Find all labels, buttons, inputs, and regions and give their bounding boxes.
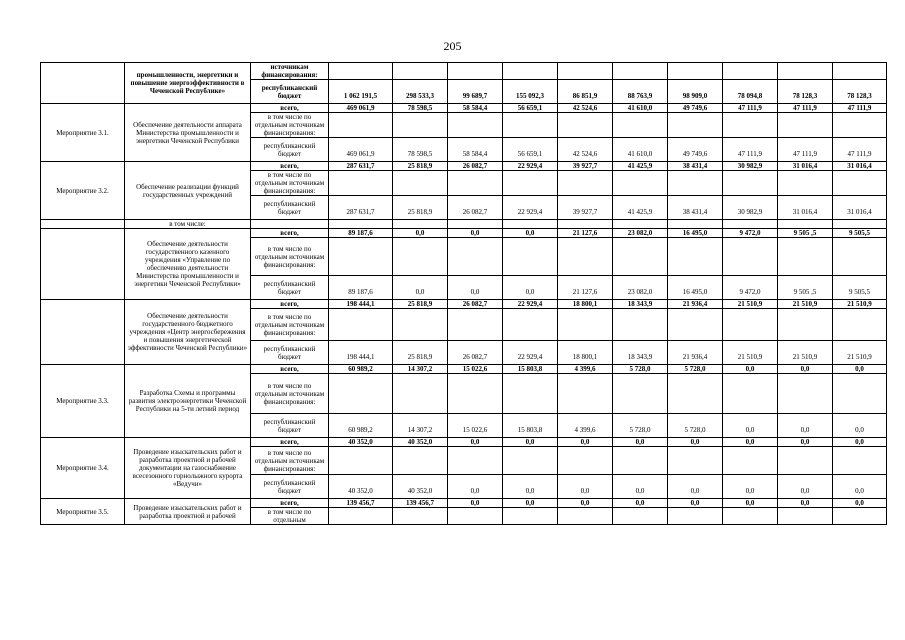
- total-value-cell: 21 936,4: [668, 300, 723, 309]
- budget-value-cell: 22 929,4: [503, 341, 558, 365]
- budget-value-cell: 0,0: [503, 475, 558, 499]
- total-value-cell: 16 495,0: [668, 229, 723, 238]
- measure-name: Обеспечение деятельности аппарата Министерства промышленности и энергетики Чеченской Республики: [125, 104, 251, 162]
- source-label: республиканский бюджет: [251, 475, 329, 499]
- measure-label: Мероприятие 3.4.: [41, 438, 125, 499]
- source-label: в том числе по отдельным: [251, 508, 329, 525]
- total-value-cell: 89 187,6: [329, 229, 393, 238]
- budget-value-cell: 287 631,7: [329, 196, 393, 220]
- source-label: источникам финансирования:: [251, 63, 329, 80]
- budget-value-cell: 26 082,7: [448, 196, 503, 220]
- total-value-cell: 22 929,4: [503, 300, 558, 309]
- total-value-cell: 139 456,7: [329, 499, 393, 508]
- budget-value-cell: 78 128,3: [833, 80, 887, 104]
- total-value-cell: 0,0: [723, 438, 778, 447]
- source-label: республиканский бюджет: [251, 196, 329, 220]
- budget-value-cell: 15 803,8: [503, 414, 558, 438]
- budget-value-cell: 41 610,0: [613, 138, 668, 162]
- measure-name: Обеспечение реализации функций государственных учреждений: [125, 162, 251, 220]
- budget-value-cell: 15 022,6: [448, 414, 503, 438]
- total-value-cell: 21 510,9: [778, 300, 833, 309]
- total-value-cell: 0,0: [393, 229, 448, 238]
- budget-value-cell: 0,0: [503, 276, 558, 300]
- budget-table: [40, 62, 887, 525]
- table-row: [41, 365, 887, 374]
- budget-value-cell: 0,0: [833, 475, 887, 499]
- budget-value-cell: 14 307,2: [393, 414, 448, 438]
- total-value-cell: 31 016,4: [778, 162, 833, 171]
- measure-name: Разработка Схемы и программы развития электроэнергетики Чеченской Республики на 5-ти летний период: [125, 365, 251, 438]
- total-value-cell: 469 061,9: [329, 104, 393, 113]
- source-label: всего,: [251, 229, 329, 238]
- total-value-cell: 0,0: [503, 229, 558, 238]
- total-value-cell: 39 927,7: [558, 162, 613, 171]
- budget-value-cell: 21 510,9: [833, 341, 887, 365]
- budget-value-cell: 78 598,5: [393, 138, 448, 162]
- budget-value-cell: 49 749,6: [668, 138, 723, 162]
- total-value-cell: 9 472,0: [723, 229, 778, 238]
- total-value-cell: 47 111,9: [778, 104, 833, 113]
- total-value-cell: 40 352,0: [329, 438, 393, 447]
- total-value-cell: 0,0: [503, 499, 558, 508]
- total-value-cell: 18 800,1: [558, 300, 613, 309]
- measure-label: Мероприятие 3.1.: [41, 104, 125, 162]
- budget-value-cell: 21 127,6: [558, 276, 613, 300]
- including-label: в том числе:: [125, 220, 251, 229]
- budget-value-cell: 469 061,9: [329, 138, 393, 162]
- measure-name: Проведение изыскательских работ и разработка проектной и рабочей документации на газоснабжение всесезонного горнолыжного курорта «Ведучи»: [125, 438, 251, 499]
- total-value-cell: 25 818,9: [393, 300, 448, 309]
- budget-value-cell: 9 472,0: [723, 276, 778, 300]
- table-row: [41, 104, 887, 113]
- total-value-cell: 31 016,4: [833, 162, 887, 171]
- total-value-cell: 0,0: [448, 438, 503, 447]
- source-label: республиканский бюджет: [251, 138, 329, 162]
- source-label: в том числе по отдельным источникам финансирования:: [251, 309, 329, 341]
- total-value-cell: 0,0: [613, 499, 668, 508]
- total-value-cell: 22 929,4: [503, 162, 558, 171]
- budget-value-cell: 18 343,9: [613, 341, 668, 365]
- total-value-cell: 5 728,0: [613, 365, 668, 374]
- budget-value-cell: 39 927,7: [558, 196, 613, 220]
- table-row: [41, 300, 887, 309]
- budget-value-cell: 0,0: [393, 276, 448, 300]
- source-label: в том числе по отдельным источникам финансирования:: [251, 171, 329, 196]
- total-value-cell: 30 982,9: [723, 162, 778, 171]
- budget-value-cell: 42 524,6: [558, 138, 613, 162]
- budget-value-cell: 1 062 191,5: [329, 80, 393, 104]
- total-value-cell: 38 431,4: [668, 162, 723, 171]
- budget-value-cell: 0,0: [778, 475, 833, 499]
- budget-value-cell: 41 425,9: [613, 196, 668, 220]
- budget-value-cell: 0,0: [668, 475, 723, 499]
- total-value-cell: 21 510,9: [833, 300, 887, 309]
- budget-value-cell: 78 094,8: [723, 80, 778, 104]
- total-value-cell: 5 728,0: [668, 365, 723, 374]
- budget-value-cell: 25 818,9: [393, 196, 448, 220]
- source-label: всего,: [251, 162, 329, 171]
- budget-value-cell: 31 016,4: [778, 196, 833, 220]
- total-value-cell: 21 510,9: [723, 300, 778, 309]
- budget-value-cell: 47 111,9: [833, 138, 887, 162]
- total-value-cell: 0,0: [833, 499, 887, 508]
- budget-value-cell: 89 187,6: [329, 276, 393, 300]
- total-value-cell: 18 343,9: [613, 300, 668, 309]
- budget-value-cell: 16 495,0: [668, 276, 723, 300]
- budget-value-cell: 88 763,9: [613, 80, 668, 104]
- budget-value-cell: 56 659,1: [503, 138, 558, 162]
- total-value-cell: 41 610,0: [613, 104, 668, 113]
- budget-value-cell: 47 111,9: [778, 138, 833, 162]
- budget-value-cell: 0,0: [448, 276, 503, 300]
- source-label: в том числе по отдельным источникам финансирования:: [251, 374, 329, 414]
- source-label: всего,: [251, 499, 329, 508]
- total-value-cell: 58 584,4: [448, 104, 503, 113]
- total-value-cell: 0,0: [448, 229, 503, 238]
- total-value-cell: 0,0: [613, 438, 668, 447]
- total-value-cell: 9 505,5: [833, 229, 887, 238]
- total-value-cell: 14 307,2: [393, 365, 448, 374]
- total-value-cell: 0,0: [723, 365, 778, 374]
- total-value-cell: 0,0: [558, 499, 613, 508]
- budget-value-cell: 99 689,7: [448, 80, 503, 104]
- budget-value-cell: 0,0: [613, 475, 668, 499]
- total-value-cell: 9 505 ,5: [778, 229, 833, 238]
- budget-value-cell: 5 728,0: [668, 414, 723, 438]
- total-value-cell: 0,0: [558, 438, 613, 447]
- budget-value-cell: 9 505,5: [833, 276, 887, 300]
- total-value-cell: 49 749,6: [668, 104, 723, 113]
- budget-value-cell: 298 533,3: [393, 80, 448, 104]
- source-label: в том числе по отдельным источникам финансирования:: [251, 238, 329, 276]
- total-value-cell: 0,0: [833, 365, 887, 374]
- total-value-cell: 4 399,6: [558, 365, 613, 374]
- budget-value-cell: 38 431,4: [668, 196, 723, 220]
- total-value-cell: 42 524,6: [558, 104, 613, 113]
- budget-value-cell: 22 929,4: [503, 196, 558, 220]
- source-label: республиканский бюджет: [251, 341, 329, 365]
- source-label: республиканский бюджет: [251, 80, 329, 104]
- budget-value-cell: 30 982,9: [723, 196, 778, 220]
- total-value-cell: 15 022,6: [448, 365, 503, 374]
- budget-value-cell: 26 082,7: [448, 341, 503, 365]
- total-value-cell: 21 127,6: [558, 229, 613, 238]
- measure-label: Мероприятие 3.2.: [41, 162, 125, 220]
- budget-value-cell: 4 399,6: [558, 414, 613, 438]
- total-value-cell: 287 631,7: [329, 162, 393, 171]
- budget-value-cell: 0,0: [723, 475, 778, 499]
- table-row: [41, 438, 887, 447]
- total-value-cell: 0,0: [778, 438, 833, 447]
- source-label: республиканский бюджет: [251, 276, 329, 300]
- budget-value-cell: 58 584,4: [448, 138, 503, 162]
- measure-name: Обеспечение деятельности государственного бюджетного учреждения «Центр энергосбережения и повышения энергетической эффективности Чеченской Республики»: [125, 300, 251, 365]
- page-number: 205: [443, 39, 462, 53]
- source-label: всего,: [251, 300, 329, 309]
- total-value-cell: 41 425,9: [613, 162, 668, 171]
- total-value-cell: 40 352,0: [393, 438, 448, 447]
- budget-value-cell: 198 444,1: [329, 341, 393, 365]
- budget-value-cell: 0,0: [833, 414, 887, 438]
- total-value-cell: 0,0: [778, 499, 833, 508]
- budget-value-cell: 5 728,0: [613, 414, 668, 438]
- budget-value-cell: 155 092,3: [503, 80, 558, 104]
- budget-value-cell: 40 352,0: [329, 475, 393, 499]
- measure-label: [41, 63, 125, 104]
- measure-name: промышленности, энергетики и повышение энергоэффективности в Чеченской Республике»: [125, 63, 251, 104]
- budget-value-cell: 60 989,2: [329, 414, 393, 438]
- budget-value-cell: 9 505 ,5: [778, 276, 833, 300]
- budget-value-cell: 31 016,4: [833, 196, 887, 220]
- budget-value-cell: 25 818,9: [393, 341, 448, 365]
- table-row: [41, 162, 887, 171]
- total-value-cell: 0,0: [778, 365, 833, 374]
- table-row: [41, 220, 887, 229]
- total-value-cell: 47 111,9: [723, 104, 778, 113]
- measure-label: Мероприятие 3.5.: [41, 499, 125, 525]
- source-label: в том числе по отдельным источникам финансирования:: [251, 447, 329, 475]
- total-value-cell: 0,0: [723, 499, 778, 508]
- total-value-cell: 0,0: [448, 499, 503, 508]
- total-value-cell: 0,0: [503, 438, 558, 447]
- total-value-cell: 0,0: [668, 438, 723, 447]
- budget-value-cell: 40 352,0: [393, 475, 448, 499]
- budget-value-cell: 98 909,0: [668, 80, 723, 104]
- measure-name: Обеспечение деятельности государственного казенного учреждения «Управление по обеспечению деятельности Министерства промышленности и энергетики Чеченской Республики»: [125, 229, 251, 300]
- source-label: в том числе по отдельным источникам финансирования:: [251, 113, 329, 138]
- budget-value-cell: 21 510,9: [723, 341, 778, 365]
- budget-value-cell: 86 851,9: [558, 80, 613, 104]
- budget-value-cell: 18 800,1: [558, 341, 613, 365]
- table-row: [41, 499, 887, 508]
- budget-value-cell: 0,0: [723, 414, 778, 438]
- budget-value-cell: 23 082,0: [613, 276, 668, 300]
- total-value-cell: 23 082,0: [613, 229, 668, 238]
- total-value-cell: 0,0: [833, 438, 887, 447]
- total-value-cell: 56 659,1: [503, 104, 558, 113]
- budget-value-cell: 21 510,9: [778, 341, 833, 365]
- budget-value-cell: 0,0: [778, 414, 833, 438]
- source-label: республиканский бюджет: [251, 414, 329, 438]
- measure-label: Мероприятие 3.3.: [41, 365, 125, 438]
- total-value-cell: 0,0: [668, 499, 723, 508]
- total-value-cell: 26 082,7: [448, 162, 503, 171]
- total-value-cell: 26 082,7: [448, 300, 503, 309]
- total-value-cell: 47 111,9: [833, 104, 887, 113]
- budget-value-cell: 78 128,3: [778, 80, 833, 104]
- total-value-cell: 25 818,9: [393, 162, 448, 171]
- source-label: всего,: [251, 365, 329, 374]
- budget-value-cell: 0,0: [558, 475, 613, 499]
- total-value-cell: 15 803,8: [503, 365, 558, 374]
- source-label: всего,: [251, 438, 329, 447]
- budget-value-cell: 47 111,9: [723, 138, 778, 162]
- table-row: [41, 63, 887, 80]
- total-value-cell: 60 989,2: [329, 365, 393, 374]
- budget-value-cell: 0,0: [448, 475, 503, 499]
- total-value-cell: 198 444,1: [329, 300, 393, 309]
- budget-value-cell: 21 936,4: [668, 341, 723, 365]
- measure-name: Проведение изыскательских работ и разработка проектной и рабочей: [125, 499, 251, 525]
- table-row: [41, 229, 887, 238]
- total-value-cell: 78 598,5: [393, 104, 448, 113]
- total-value-cell: 139 456,7: [393, 499, 448, 508]
- source-label: всего,: [251, 104, 329, 113]
